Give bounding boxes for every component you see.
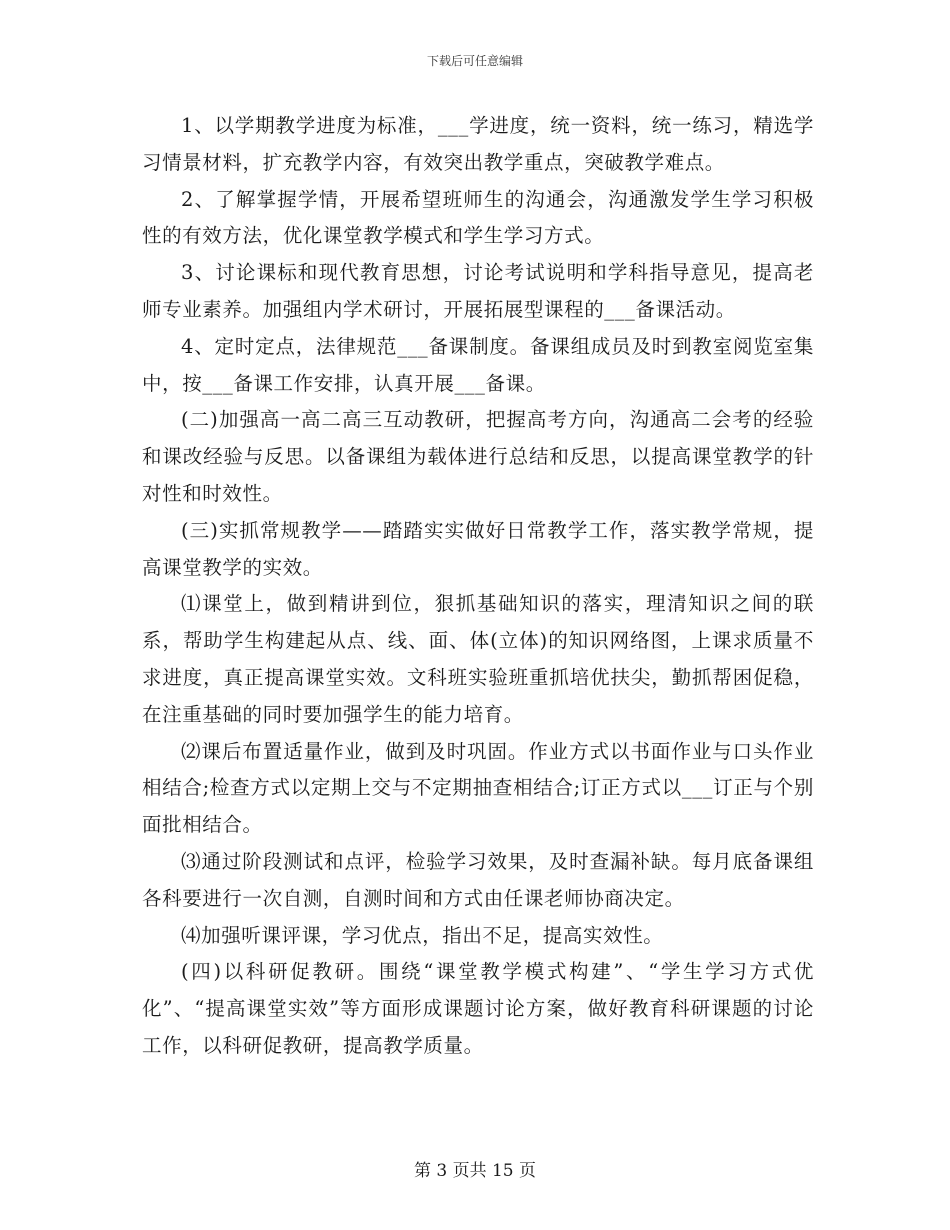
document-body <box>142 108 814 1065</box>
paragraph-11: (四)以科研促教研。围绕“课堂教学模式构建”、“学生学习方式优化”、“提高课堂实效”等方面形成课题讨论方案，做好教育科研课题的讨论工作，以科研促教研，提高教学质量。 <box>142 960 814 1057</box>
paragraph-2: 2、了解掌握学情，开展希望班师生的沟通会，沟通激发学生学习积极性的有效方法，优化课堂教学模式和学生学习方式。 <box>142 187 814 248</box>
page-number-footer: 第 3 页共 15 页 <box>413 1161 537 1181</box>
paragraph-9: ⑶通过阶段测试和点评，检验学习效果，及时查漏补缺。每月底备课组各科要进行一次自测，自测时间和方式由任课老师协商决定。 <box>142 849 814 910</box>
paragraph-7: ⑴课堂上，做到精讲到位，狠抓基础知识的落实，理清知识之间的联系，帮助学生构建起从点、线、面、体(立体)的知识网络图，上课求质量不求进度，真正提高课堂实效。文科班实验班重抓培优扶尖，勤抓帮困促稳，在注重基础的同时要加强学生的能力培育。 <box>142 592 814 726</box>
paragraph-10: ⑷加强听课评课，学习优点，指出不足，提高实效性。 <box>181 923 664 947</box>
paragraph-4: 4、定时定点，法律规范___备课制度。备课组成员及时到教室阅览室集中，按___备课工作安排，认真开展___备课。 <box>142 334 814 395</box>
header-note: 下载后可任意编辑 <box>426 54 523 68</box>
paragraph-5: (二)加强高一高二高三互动教研，把握高考方向，沟通高二会考的经验和课改经验与反思。以备课组为载体进行总结和反思，以提高课堂教学的针对性和时效性。 <box>142 408 814 505</box>
paragraph-3: 3、讨论课标和现代教育思想，讨论考试说明和学科指导意见，提高老师专业素养。加强组内学术研讨，开展拓展型课程的___备课活动。 <box>142 261 814 321</box>
paragraph-6: (三)实抓常规教学——踏踏实实做好日常教学工作，落实教学常规，提高课堂教学的实效。 <box>142 518 814 579</box>
paragraph-1: 1、以学期教学进度为标准，___学进度，统一资料，统一练习，精选学习情景材料，扩充教学内容，有效突出教学重点，突破教学难点。 <box>142 114 814 174</box>
paragraph-8: ⑵课后布置适量作业，做到及时巩固。作业方式以书面作业与口头作业相结合;检查方式以定期上交与不定期抽查相结合;订正方式以___订正与个别面批相结合。 <box>142 739 814 837</box>
